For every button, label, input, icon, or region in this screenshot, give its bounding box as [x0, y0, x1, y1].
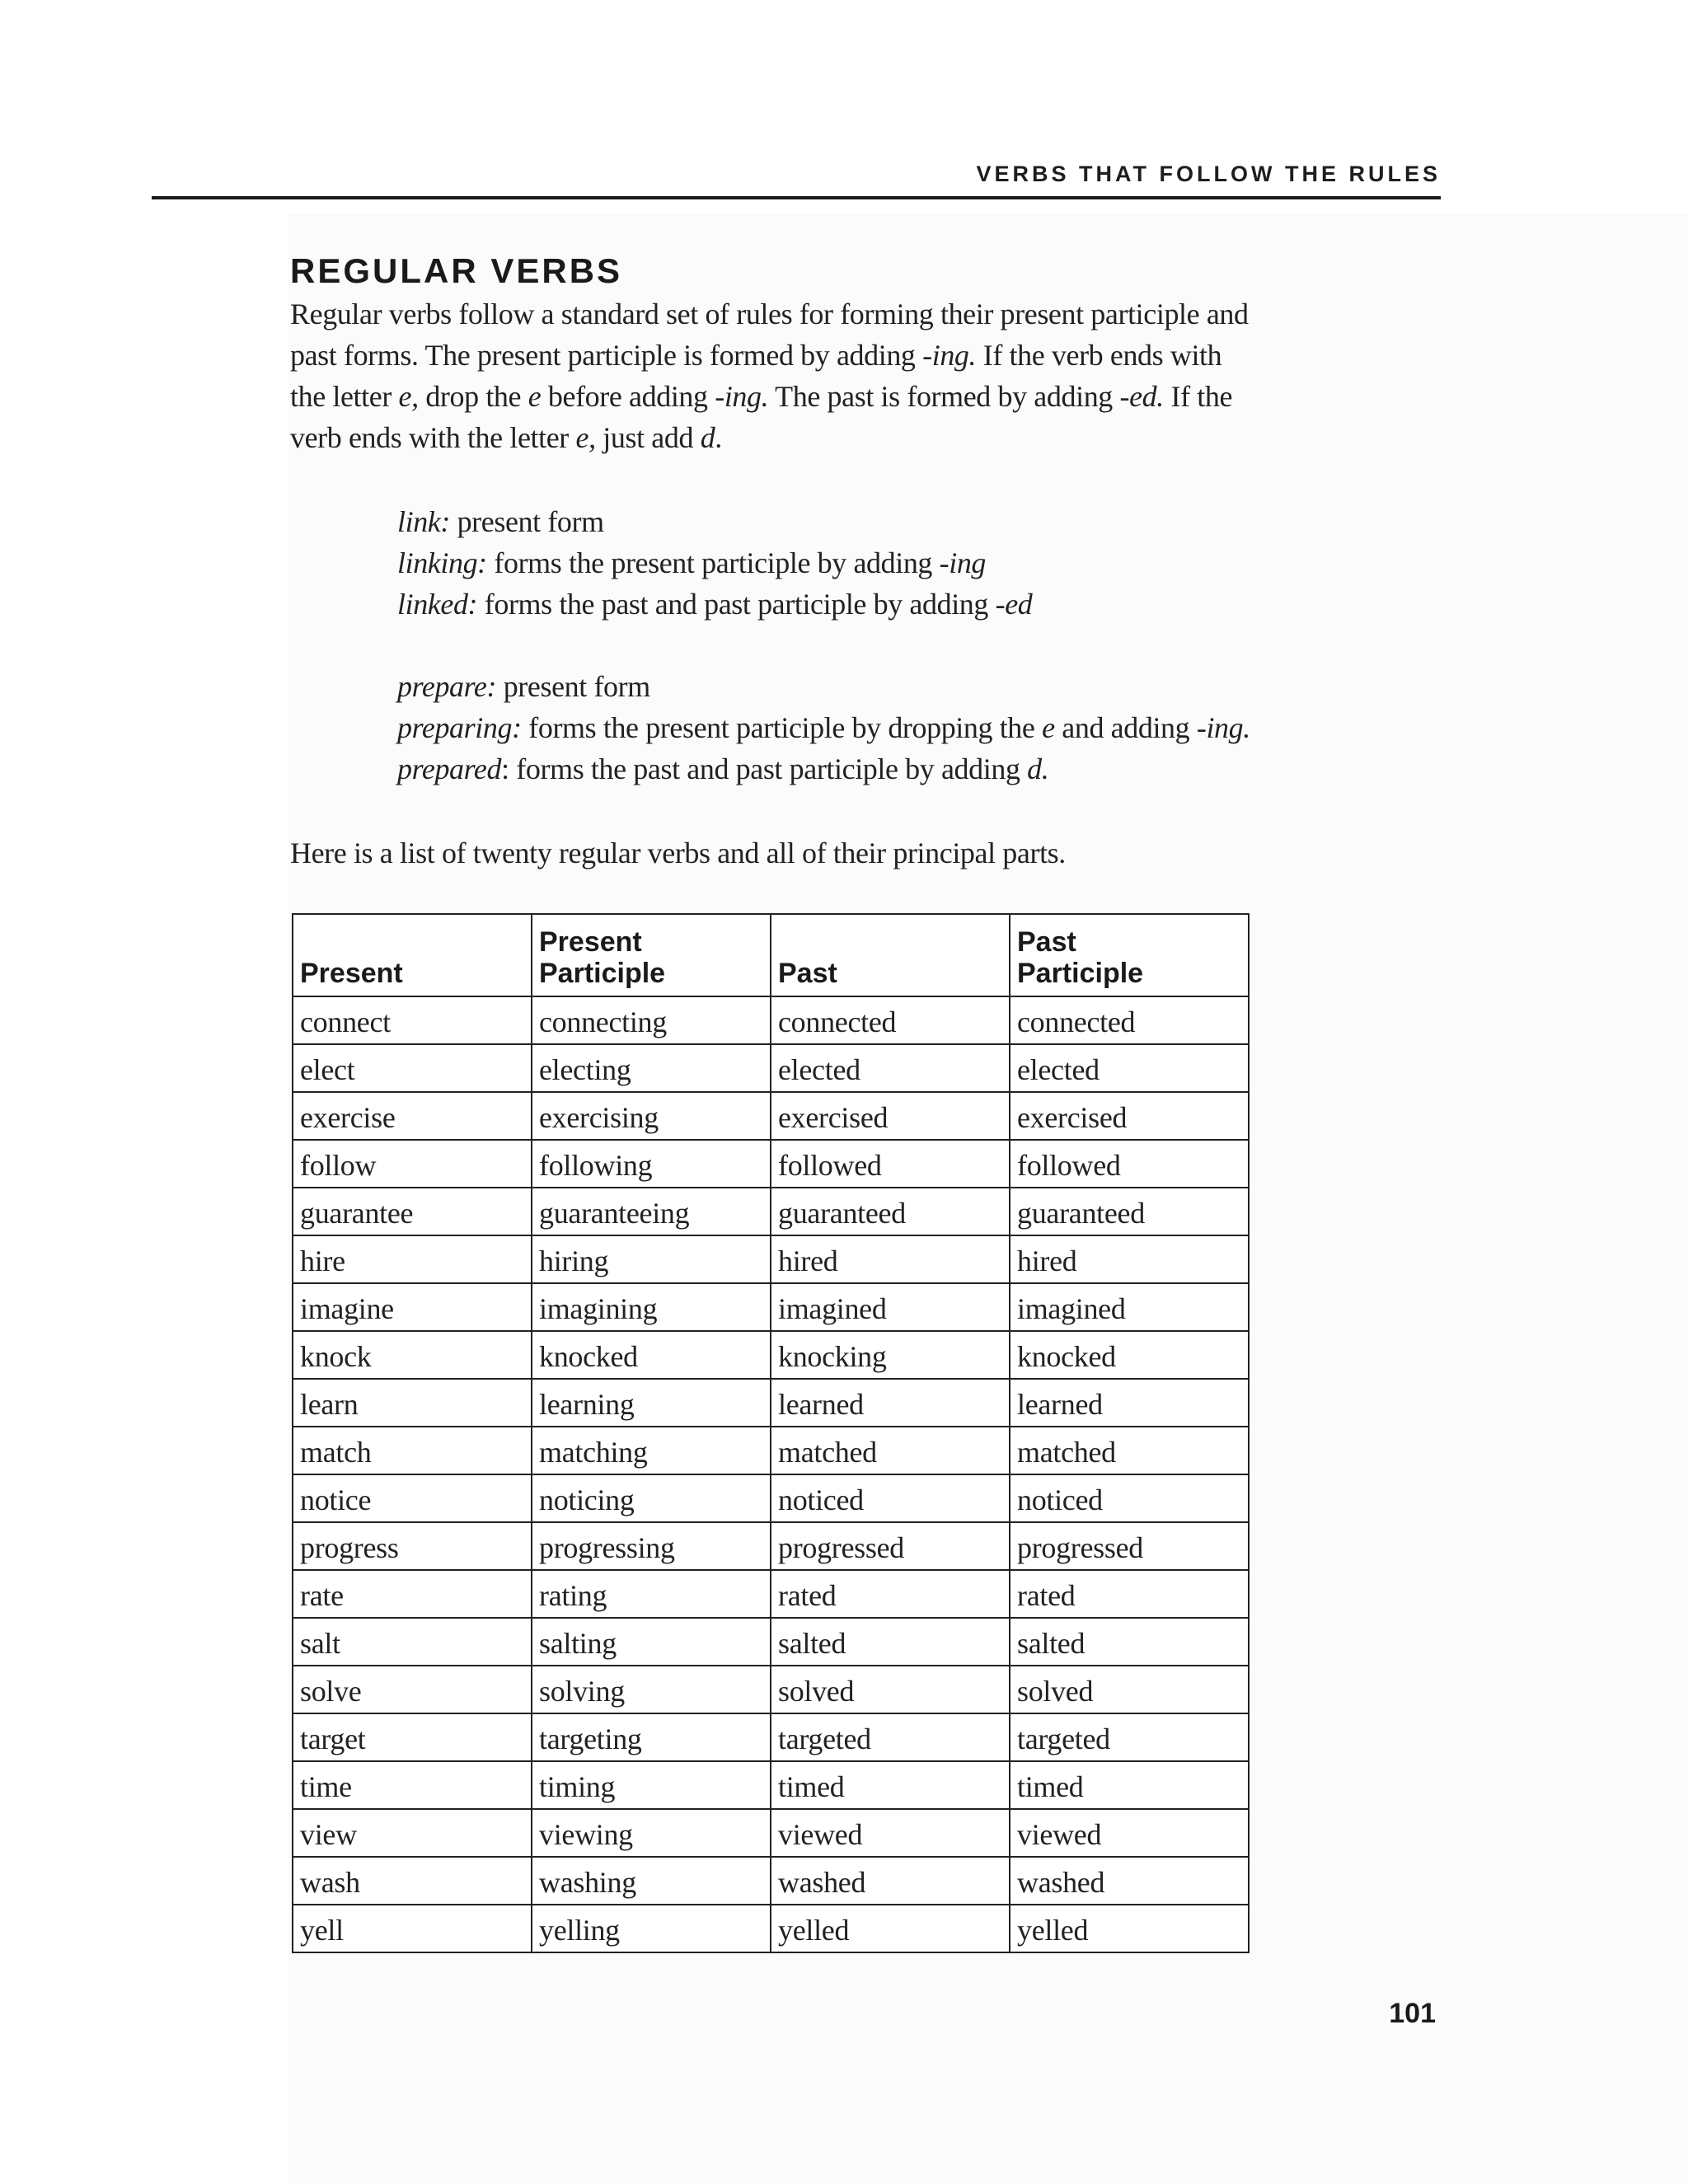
- table-cell: targeted: [1010, 1713, 1249, 1761]
- table-cell: yelled: [771, 1905, 1010, 1952]
- text-run: before adding -: [541, 380, 724, 413]
- table-cell: washed: [1010, 1857, 1249, 1905]
- example-line: [397, 501, 1304, 542]
- text-run: drop the: [418, 380, 528, 413]
- italic-text: ing.: [724, 380, 769, 413]
- table-cell: following: [532, 1140, 771, 1188]
- table-cell: followed: [771, 1140, 1010, 1188]
- text-run: If the verb ends with the letter: [290, 339, 1222, 413]
- table-row: [293, 1570, 1249, 1618]
- column-header-label: Present: [539, 926, 642, 958]
- table-row: [293, 1522, 1249, 1570]
- table-cell: knock: [293, 1331, 532, 1379]
- table-cell: matched: [771, 1427, 1010, 1474]
- table-cell: exercising: [532, 1092, 771, 1140]
- table-cell: yelled: [1010, 1905, 1249, 1952]
- table-cell: progressed: [1010, 1522, 1249, 1570]
- table-cell: wash: [293, 1857, 532, 1905]
- example-line: [397, 748, 1304, 790]
- table-cell: progressing: [532, 1522, 771, 1570]
- table-cell: yelling: [532, 1905, 771, 1952]
- table-cell: connected: [771, 996, 1010, 1044]
- table-cell: learn: [293, 1379, 532, 1427]
- table-cell: washed: [771, 1857, 1010, 1905]
- column-header-label: Past: [778, 958, 837, 989]
- table-cell: solved: [1010, 1666, 1249, 1713]
- text-run: forms the present participle by adding -: [486, 546, 950, 579]
- table-cell: followed: [1010, 1140, 1249, 1188]
- column-header: [293, 914, 532, 996]
- italic-text: ing: [949, 546, 987, 579]
- table-row: [293, 1379, 1249, 1427]
- italic-text: link:: [397, 505, 450, 538]
- table-cell: time: [293, 1761, 532, 1809]
- table-row: [293, 1666, 1249, 1713]
- table-cell: exercise: [293, 1092, 532, 1140]
- table-cell: imagining: [532, 1283, 771, 1331]
- column-header: [771, 914, 1010, 996]
- table-cell: noticed: [1010, 1474, 1249, 1522]
- table-cell: matching: [532, 1427, 771, 1474]
- table-cell: matched: [1010, 1427, 1249, 1474]
- text-run: just add: [595, 421, 701, 454]
- table-cell: noticed: [771, 1474, 1010, 1522]
- table-row: [293, 1188, 1249, 1235]
- table-cell: timed: [771, 1761, 1010, 1809]
- italic-text: e,: [575, 421, 596, 454]
- example-line: [397, 583, 1304, 625]
- table-cell: knocking: [771, 1331, 1010, 1379]
- table-row: [293, 1905, 1249, 1952]
- italic-text: prepared: [397, 752, 502, 785]
- italic-text: e: [1042, 711, 1055, 744]
- table-cell: knocked: [1010, 1331, 1249, 1379]
- table-cell: view: [293, 1809, 532, 1857]
- examples-block: [397, 501, 1304, 790]
- table-cell: rating: [532, 1570, 771, 1618]
- italic-text: prepare:: [397, 670, 497, 703]
- verbs-table: [292, 913, 1250, 1953]
- table-cell: viewed: [1010, 1809, 1249, 1857]
- table-cell: match: [293, 1427, 532, 1474]
- page-number: 101: [1389, 1998, 1436, 2029]
- table-cell: notice: [293, 1474, 532, 1522]
- table-cell: salted: [771, 1618, 1010, 1666]
- table-row: [293, 1092, 1249, 1140]
- table-cell: salting: [532, 1618, 771, 1666]
- table-cell: timed: [1010, 1761, 1249, 1809]
- table-row: [293, 996, 1249, 1044]
- table-cell: hire: [293, 1235, 532, 1283]
- table-cell: solving: [532, 1666, 771, 1713]
- table-cell: elected: [1010, 1044, 1249, 1092]
- table-row: [293, 1809, 1249, 1857]
- table-cell: guaranteed: [771, 1188, 1010, 1235]
- italic-text: ed: [1005, 588, 1033, 621]
- table-cell: rated: [1010, 1570, 1249, 1618]
- text-run: and adding -: [1054, 711, 1207, 744]
- table-row: [293, 1140, 1249, 1188]
- table-cell: hiring: [532, 1235, 771, 1283]
- table-cell: yell: [293, 1905, 532, 1952]
- table-cell: follow: [293, 1140, 532, 1188]
- table-cell: solved: [771, 1666, 1010, 1713]
- text-run: If the verb ends with the letter: [290, 380, 1233, 454]
- italic-text: linked:: [397, 588, 478, 621]
- italic-text: ing.: [931, 339, 977, 372]
- table-cell: washing: [532, 1857, 771, 1905]
- text-run: present form: [449, 505, 604, 538]
- table-cell: timing: [532, 1761, 771, 1809]
- table-cell: hired: [771, 1235, 1010, 1283]
- header-rule: [152, 196, 1441, 199]
- table-cell: imagined: [1010, 1283, 1249, 1331]
- table-row: [293, 1713, 1249, 1761]
- italic-text: d: [700, 421, 715, 454]
- table-cell: viewing: [532, 1809, 771, 1857]
- italic-text: e: [528, 380, 542, 413]
- table-cell: solve: [293, 1666, 532, 1713]
- table-cell: connected: [1010, 996, 1249, 1044]
- table-cell: progress: [293, 1522, 532, 1570]
- table-cell: learned: [1010, 1379, 1249, 1427]
- table-row: [293, 1474, 1249, 1522]
- table-cell: learned: [771, 1379, 1010, 1427]
- text-run: present form: [496, 670, 650, 703]
- table-cell: knocked: [532, 1331, 771, 1379]
- table-cell: salt: [293, 1618, 532, 1666]
- text-run: Regular verbs follow a standard set of rules for forming their present participle and past forms. The present participle is formed by adding -: [290, 298, 1249, 372]
- table-cell: progressed: [771, 1522, 1010, 1570]
- column-header-label: Past: [1017, 926, 1076, 958]
- table-cell: connecting: [532, 996, 771, 1044]
- intro-paragraph: [290, 293, 1254, 458]
- table-cell: imagined: [771, 1283, 1010, 1331]
- italic-text: preparing:: [397, 711, 522, 744]
- example-line: [397, 542, 1304, 583]
- table-cell: elect: [293, 1044, 532, 1092]
- table-cell: noticing: [532, 1474, 771, 1522]
- table-cell: imagine: [293, 1283, 532, 1331]
- column-header-label: Present: [300, 958, 403, 989]
- table-row: [293, 1283, 1249, 1331]
- table-cell: salted: [1010, 1618, 1249, 1666]
- example-line: [397, 707, 1304, 748]
- table-row: [293, 1427, 1249, 1474]
- table-cell: learning: [532, 1379, 771, 1427]
- text-run: forms the present participle by dropping the: [521, 711, 1043, 744]
- table-row: [293, 1618, 1249, 1666]
- text-run: The past is formed by adding -: [768, 380, 1130, 413]
- table-cell: targeted: [771, 1713, 1010, 1761]
- table-cell: viewed: [771, 1809, 1010, 1857]
- table-cell: exercised: [771, 1092, 1010, 1140]
- example-line: [397, 666, 1304, 707]
- column-header-label: Participle: [1017, 958, 1144, 989]
- italic-text: e,: [398, 380, 419, 413]
- text-run: : forms the past and past participle by adding: [501, 752, 1028, 785]
- italic-text: linking:: [397, 546, 487, 579]
- table-cell: exercised: [1010, 1092, 1249, 1140]
- table-header-row: [293, 914, 1249, 996]
- table-row: [293, 1761, 1249, 1809]
- table-cell: elected: [771, 1044, 1010, 1092]
- column-header: [532, 914, 771, 996]
- italic-text: ing.: [1206, 711, 1250, 744]
- example-gap: [397, 625, 1304, 666]
- italic-text: d.: [1027, 752, 1049, 785]
- table-cell: rate: [293, 1570, 532, 1618]
- table-cell: guaranteeing: [532, 1188, 771, 1235]
- column-header: [1010, 914, 1249, 996]
- table-cell: hired: [1010, 1235, 1249, 1283]
- text-run: .: [715, 421, 722, 454]
- table-cell: guaranteed: [1010, 1188, 1249, 1235]
- table-cell: connect: [293, 996, 532, 1044]
- table-row: [293, 1044, 1249, 1092]
- italic-text: ed.: [1129, 380, 1164, 413]
- table-row: [293, 1331, 1249, 1379]
- text-run: forms the past and past participle by adding -: [477, 588, 1006, 621]
- table-row: [293, 1235, 1249, 1283]
- column-header-label: Participle: [539, 958, 666, 989]
- list-intro: Here is a list of twenty regular verbs and all of their principal parts.: [290, 837, 1066, 869]
- table-cell: guarantee: [293, 1188, 532, 1235]
- table-cell: targeting: [532, 1713, 771, 1761]
- table-cell: target: [293, 1713, 532, 1761]
- table-row: [293, 1857, 1249, 1905]
- running-head: VERBS THAT FOLLOW THE RULES: [976, 162, 1441, 186]
- table-cell: electing: [532, 1044, 771, 1092]
- table-cell: rated: [771, 1570, 1010, 1618]
- section-title: REGULAR VERBS: [290, 251, 623, 290]
